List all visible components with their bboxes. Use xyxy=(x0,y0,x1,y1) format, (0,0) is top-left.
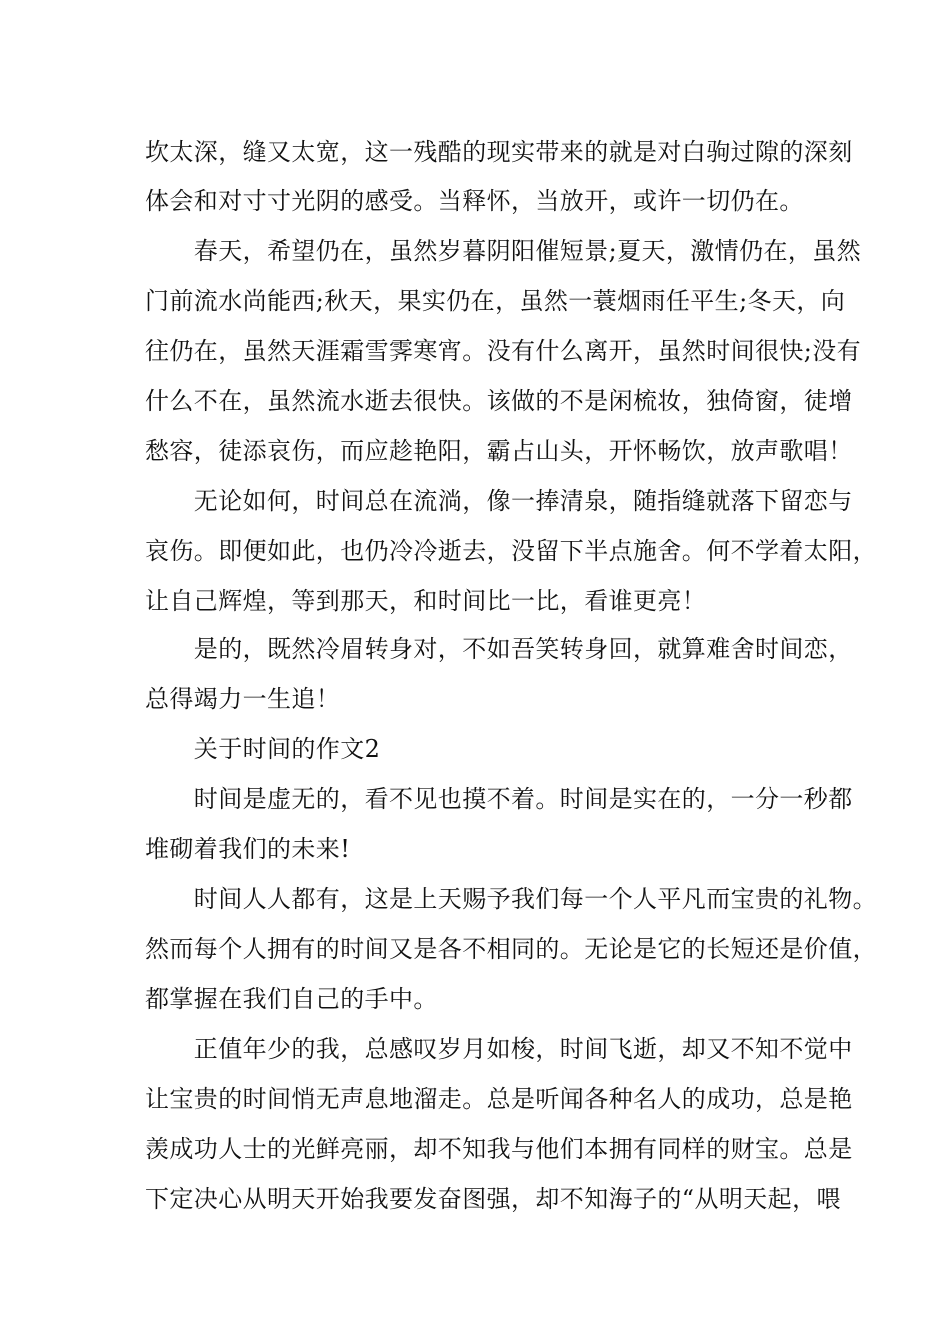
text-line: 时间人人都有，这是上天赐予我们每一个人平凡而宝贵的礼物。 xyxy=(145,885,877,913)
text-line: 都掌握在我们自己的手中。 xyxy=(145,985,438,1013)
text-line: 往仍在，虽然天涯霜雪霁寒宵。没有什么离开，虽然时间很快;没有 xyxy=(145,337,862,365)
text-line: 正值年少的我，总感叹岁月如梭，时间飞逝，却又不知不觉中 xyxy=(145,1035,853,1063)
text-line: 是的，既然冷眉转身对，不如吾笑转身回，就算难舍时间恋， xyxy=(145,635,853,663)
text-line: 时间是虚无的，看不见也摸不着。时间是实在的，一分一秒都 xyxy=(145,785,853,813)
text-line: 总得竭力一生追！ xyxy=(145,685,341,713)
text-line: 坎太深，缝又太宽，这一残酷的现实带来的就是对白驹过隙的深刻 xyxy=(145,138,853,166)
text-line: 什么不在，虽然流水逝去很快。该做的不是闲梳妆，独倚窗，徒增 xyxy=(145,387,853,415)
section-heading: 关于时间的作文2 xyxy=(145,735,381,763)
text-line: 让宝贵的时间悄无声息地溜走。总是听闻各种名人的成功，总是艳 xyxy=(145,1085,853,1113)
text-line: 体会和对寸寸光阴的感受。当释怀，当放开，或许一切仍在。 xyxy=(145,187,804,215)
text-line: 愁容，徒添哀伤，而应趁艳阳，霸占山头，开怀畅饮，放声歌唱！ xyxy=(145,437,853,465)
text-line: 春天，希望仍在，虽然岁暮阴阳催短景;夏天，激情仍在，虽然 xyxy=(145,237,862,265)
text-line: 羡成功人士的光鲜亮丽，却不知我与他们本拥有同样的财宝。总是 xyxy=(145,1135,853,1163)
text-line: 哀伤。即便如此，也仍冷冷逝去，没留下半点施舍。何不学着太阳， xyxy=(145,537,877,565)
text-line: 无论如何，时间总在流淌，像一捧清泉，随指缝就落下留恋与 xyxy=(145,487,853,515)
text-line: 让自己辉煌，等到那天，和时间比一比，看谁更亮！ xyxy=(145,587,707,615)
text-line: 门前流水尚能西;秋天，果实仍在，虽然一蓑烟雨任平生;冬天，向 xyxy=(145,287,846,315)
text-line: 堆砌着我们的未来! xyxy=(145,835,351,863)
text-line: 然而每个人拥有的时间又是各不相同的。无论是它的长短还是价值， xyxy=(145,935,877,963)
text-line: 下定决心从明天开始我要发奋图强，却不知海子的“从明天起，喂 xyxy=(145,1185,841,1213)
